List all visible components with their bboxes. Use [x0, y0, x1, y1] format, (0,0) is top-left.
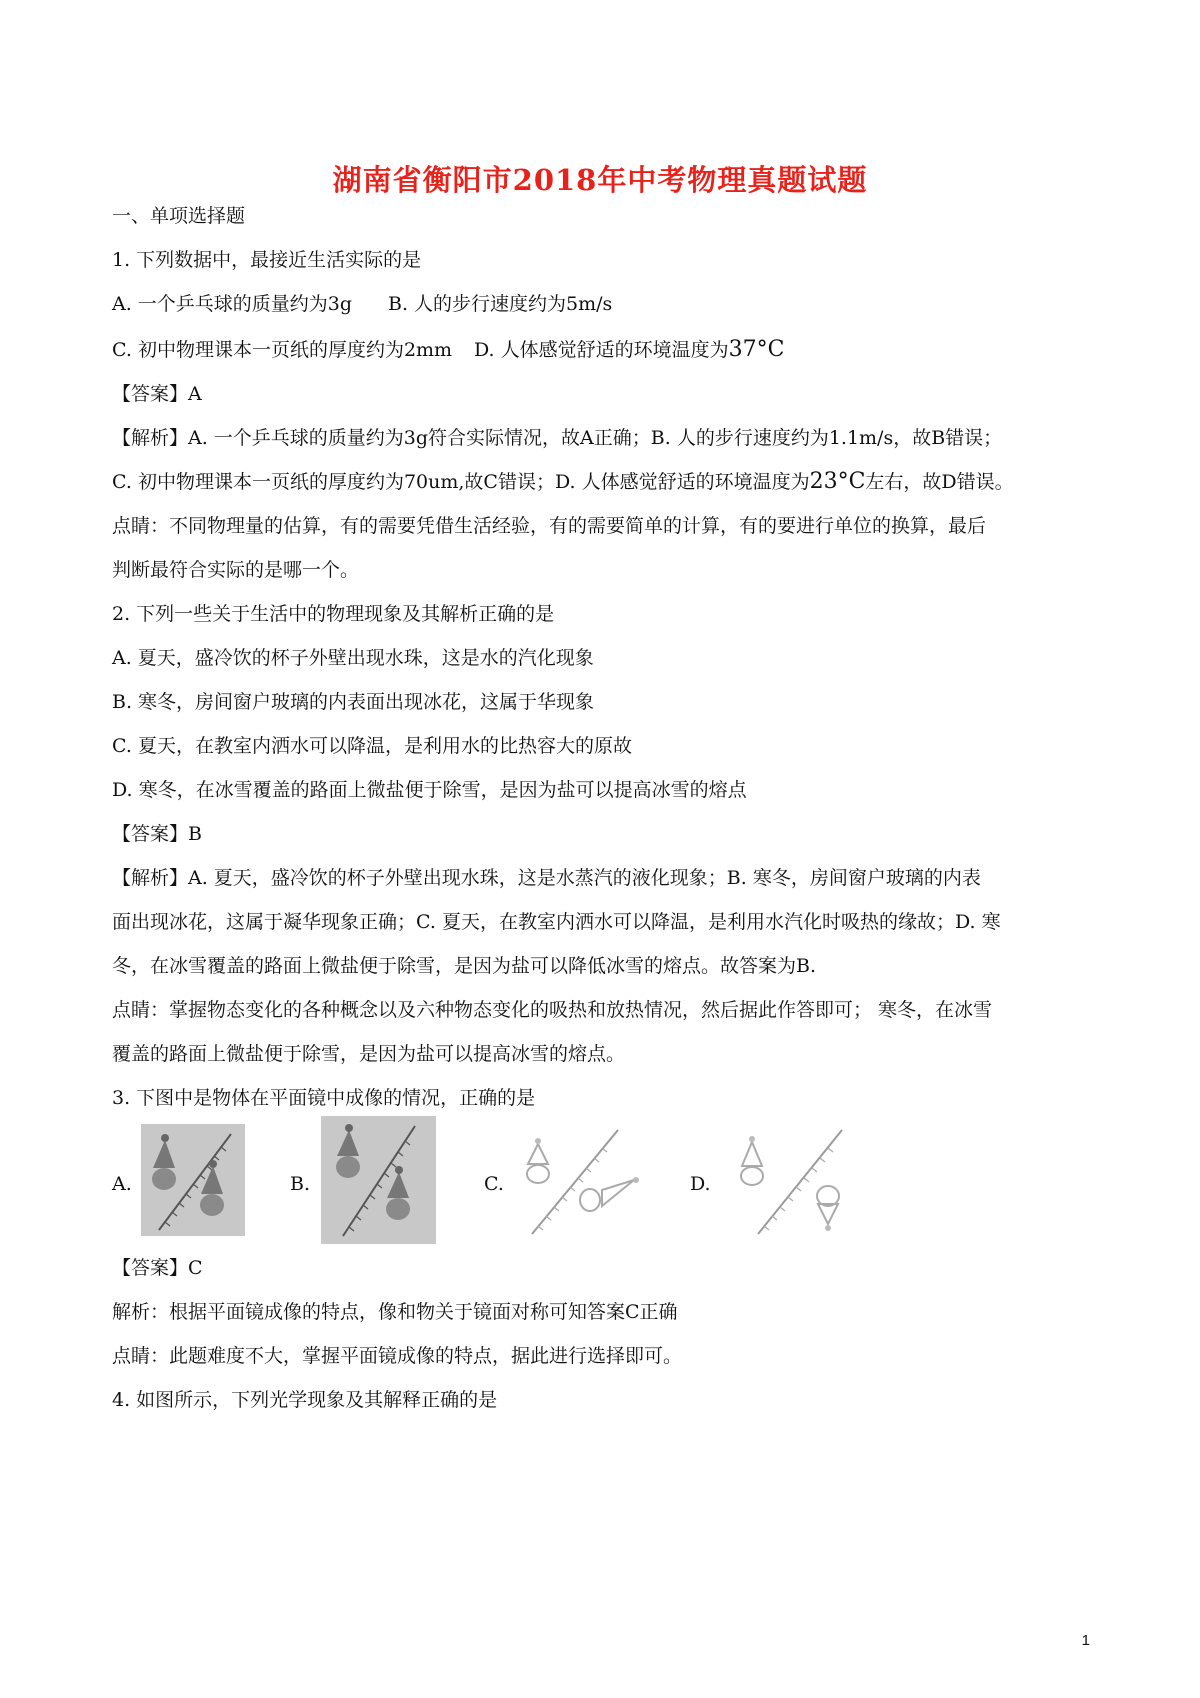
q1-analysis-temp: 23°C [809, 469, 866, 494]
q3-figure-a-label: A. [112, 1173, 132, 1195]
q1-comment-line1: 点睛：不同物理量的估算，有的需要凭借生活经验，有的需要简单的计算，有的要进行单位的换算，最后 [112, 515, 987, 537]
q2-analysis-line2: 面出现冰花，这属于凝华现象正确；C. 夏天，在教室内洒水可以降温，是利用水汽化时吸热的缘故；D. 寒 [112, 911, 1001, 933]
q1-option-d-temp: 37°C [728, 337, 785, 362]
q3-figure-d-label: D. [690, 1173, 711, 1195]
q1-analysis-line2 [112, 470, 1014, 494]
q2-comment-line1: 点睛：掌握物态变化的各种概念以及六种物态变化的吸热和放热情况，然后据此作答即可； 寒冬，在冰雪 [112, 999, 993, 1021]
q1-analysis-line2-pre: C. 初中物理课本一页纸的厚度约为70um,故C错误；D. 人体感觉舒适的环境温度为 [112, 471, 810, 493]
q2-option-b: B. 寒冬，房间窗户玻璃的内表面出现冰花，这属于华现象 [112, 691, 595, 713]
q1-analysis-line2-post: 左右，故D错误。 [865, 471, 1014, 493]
q2-option-a: A. 夏天，盛冷饮的杯子外壁出现水珠，这是水的汽化现象 [112, 647, 594, 669]
q3-figure-c-mirror-image [518, 1124, 646, 1240]
q2-option-d: D. 寒冬，在冰雪覆盖的路面上微盐便于除雪，是因为盐可以提高冰雪的熔点 [112, 779, 747, 801]
page-number: 1 [1081, 1632, 1090, 1649]
q1-option-d-text: D. 人体感觉舒适的环境温度为 [474, 339, 729, 361]
q1-option-b: B. 人的步行速度约为5m/s [388, 293, 613, 315]
q1-option-c: C. 初中物理课本一页纸的厚度约为2mm [112, 339, 453, 361]
q1-comment-line2: 判断最符合实际的是哪一个。 [112, 559, 360, 581]
q1-answer: 【答案】A [112, 383, 202, 405]
q3-analysis: 解析：根据平面镜成像的特点，像和物关于镜面对称可知答案C正确 [112, 1301, 678, 1323]
q3-figure-d-mirror-image [738, 1124, 848, 1240]
q2-stem: 2. 下列一些关于生活中的物理现象及其解析正确的是 [112, 603, 555, 625]
q3-stem: 3. 下图中是物体在平面镜中成像的情况，正确的是 [112, 1087, 536, 1109]
q2-comment-line2: 覆盖的路面上微盐便于除雪，是因为盐可以提高冰雪的熔点。 [112, 1043, 626, 1065]
q3-figure-b-mirror-image [321, 1116, 436, 1244]
q1-stem: 1. 下列数据中，最接近生活实际的是 [112, 249, 422, 271]
q3-answer: 【答案】C [112, 1257, 203, 1279]
q4-stem: 4. 如图所示，下列光学现象及其解释正确的是 [112, 1389, 498, 1411]
q1-option-d [474, 338, 784, 362]
q2-answer: 【答案】B [112, 823, 202, 845]
q1-analysis-line1: 【解析】A. 一个乒乓球的质量约为3g符合实际情况，故A正确；B. 人的步行速度约为1.1m/s，故B错误； [112, 427, 1003, 449]
q2-option-c: C. 夏天，在教室内洒水可以降温，是利用水的比热容大的原故 [112, 735, 632, 757]
q2-analysis-line1: 【解析】A. 夏天，盛冷饮的杯子外壁出现水珠，这是水蒸汽的液化现象；B. 寒冬，房间窗户玻璃的内表 [112, 867, 981, 889]
q2-analysis-line3: 冬，在冰雪覆盖的路面上微盐便于除雪，是因为盐可以降低冰雪的熔点。故答案为B. [112, 955, 817, 977]
section-heading: 一、单项选择题 [112, 205, 246, 227]
q3-figure-c-label: C. [484, 1173, 504, 1195]
q3-comment: 点睛：此题难度不大，掌握平面镜成像的特点，据此进行选择即可。 [112, 1345, 683, 1367]
page-title: 湖南省衡阳市2018年中考物理真题试题 [332, 163, 868, 197]
q3-figure-b-label: B. [290, 1173, 311, 1195]
q1-option-a: A. 一个乒乓球的质量约为3g [112, 293, 353, 315]
q3-figure-a-mirror-image [141, 1124, 245, 1236]
